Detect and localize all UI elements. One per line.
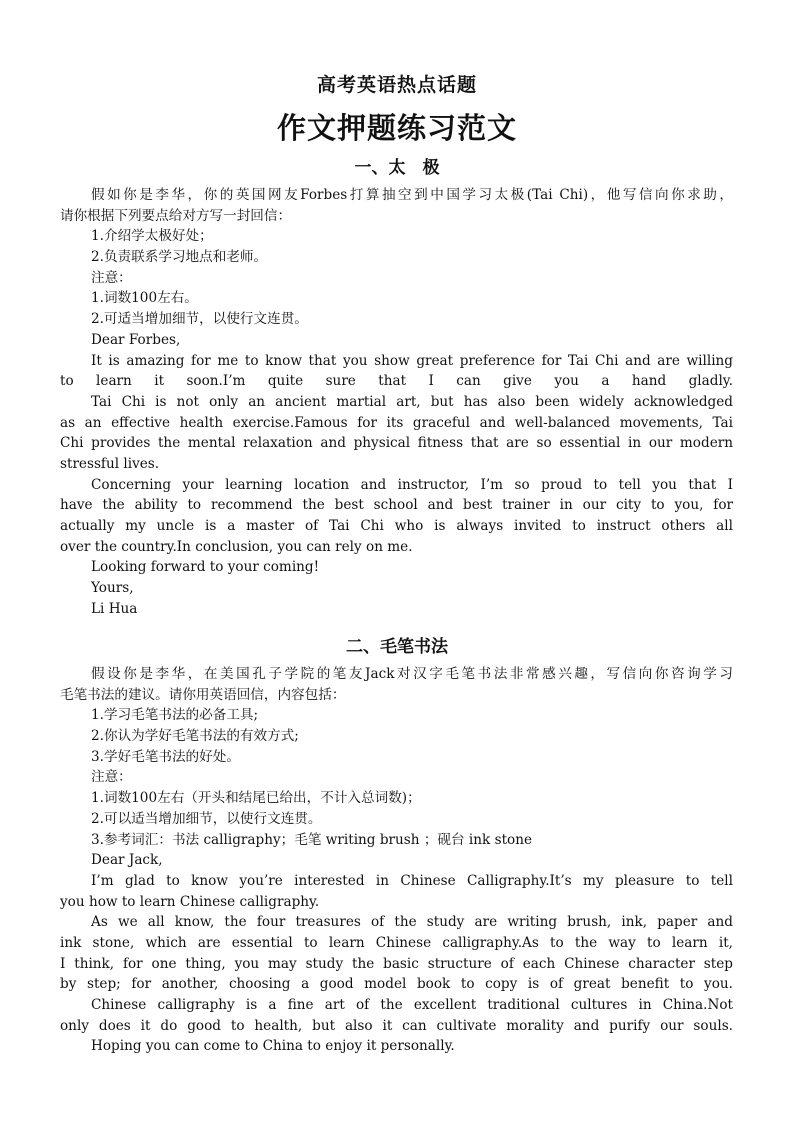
notes-label: 注意： [91, 769, 132, 786]
letter-line: you how to learn Chinese calligraphy. [60, 893, 320, 910]
letter-line: I’m glad to know you’re interested in Chinese Calligraphy.It’s my pleasure to tell [91, 872, 733, 889]
document-subtitle: 作文押题练习范文 [276, 111, 517, 145]
letter-line: ink stone, which are essential to learn Chinese calligraphy.As to the way to learn it, [60, 934, 733, 951]
prompt-line: 假设你是李华，在美国孔子学院的笔友Jack对汉字毛笔书法非常感兴趣，写信向你咨询学习 [91, 666, 733, 682]
prompt-line: 请你根据下列要点给对方写一封回信： [60, 207, 292, 224]
letter-salutation: Dear Forbes, [91, 331, 181, 348]
letter-line: I think, for one thing, you may study the basic structure of each Chinese character step [60, 955, 733, 972]
note-item: 1.词数100左右。 [91, 290, 198, 307]
requirement-item: 2.你认为学好毛笔书法的有效方式; [91, 728, 299, 745]
letter-salutation: Dear Jack, [91, 852, 163, 869]
letter-line: As we all know, the four treasures of the study are writing brush, ink, paper and [91, 914, 733, 931]
requirement-item: 3.学好毛笔书法的好处。 [91, 748, 240, 765]
letter-line: It is amazing for me to know that you show great preference for Tai Chi and are willing [91, 352, 733, 369]
letter-line: over the country.In conclusion, you can rely on me. [60, 538, 413, 555]
letter-line: stressful lives. [60, 455, 160, 472]
letter-line: Concerning your learning location and instructor, I’m so proud to tell you that I [91, 476, 733, 493]
requirement-item: 1.介绍学太极好处； [91, 228, 213, 245]
prompt-line: 假如你是李华，你的英国网友Forbes打算抽空到中国学习太极(Tai Chi)，他写信向你求助， [91, 187, 733, 203]
letter-signature: Li Hua [91, 600, 138, 617]
section-taichi-body [60, 185, 733, 619]
letter-line: by step; for another, choosing a good model book to copy is of great benefit to you. [60, 976, 733, 993]
section-heading-calligraphy: 二、毛笔书法 [346, 637, 448, 657]
letter-line: Tai Chi is not only an ancient martial art, but has also been widely acknowledged [91, 393, 733, 410]
letter-line: only does it do good to health, but also it can cultivate morality and purify our souls. [60, 1017, 733, 1034]
letter-line: have the ability to recommend the best school and best trainer in our city to you, for [60, 497, 733, 514]
note-item: 2.可适当增加细节，以使行文连贯。 [91, 311, 308, 328]
note-item: 2.可以适当增加细节，以使行文连贯。 [91, 810, 322, 827]
requirement-item: 2.负责联系学习地点和老师。 [91, 249, 268, 266]
letter-line: Chi provides the mental relaxation and physical fitness that are so essential in our modern [60, 435, 733, 452]
letter-line: Chinese calligraphy is a fine art of the excellent traditional cultures in China.Not [91, 997, 733, 1013]
letter-line: to learn it soon.I’m quite sure that I can give you a hand gladly. [60, 373, 733, 390]
section-heading-taichi: 一、太 极 [354, 158, 440, 178]
document-title: 高考英语热点话题 [316, 74, 477, 96]
section-calligraphy-body [60, 664, 733, 1057]
letter-line: actually my uncle is a master of Tai Chi who is always invited to instruct others all [60, 518, 733, 534]
prompt-line: 毛笔书法的建议。请你用英语回信，内容包括： [60, 686, 346, 703]
letter-signoff: Yours, [91, 580, 134, 597]
requirement-item: 1.学习毛笔书法的必备工具; [91, 707, 259, 724]
note-item: 3.参考词汇：书法 calligraphy；毛笔 writing brush ；砚台 ink stone [91, 831, 533, 848]
notes-label: 注意： [91, 269, 132, 286]
letter-closing: Looking forward to your coming! [91, 559, 320, 576]
note-item: 1.词数100左右（开头和结尾已给出，不计入总词数)； [91, 790, 421, 807]
letter-closing: Hoping you can come to China to enjoy it personally. [91, 1038, 455, 1055]
letter-line: as an effective health exercise.Famous for its graceful and well-balanced movements, Tai [60, 414, 733, 431]
